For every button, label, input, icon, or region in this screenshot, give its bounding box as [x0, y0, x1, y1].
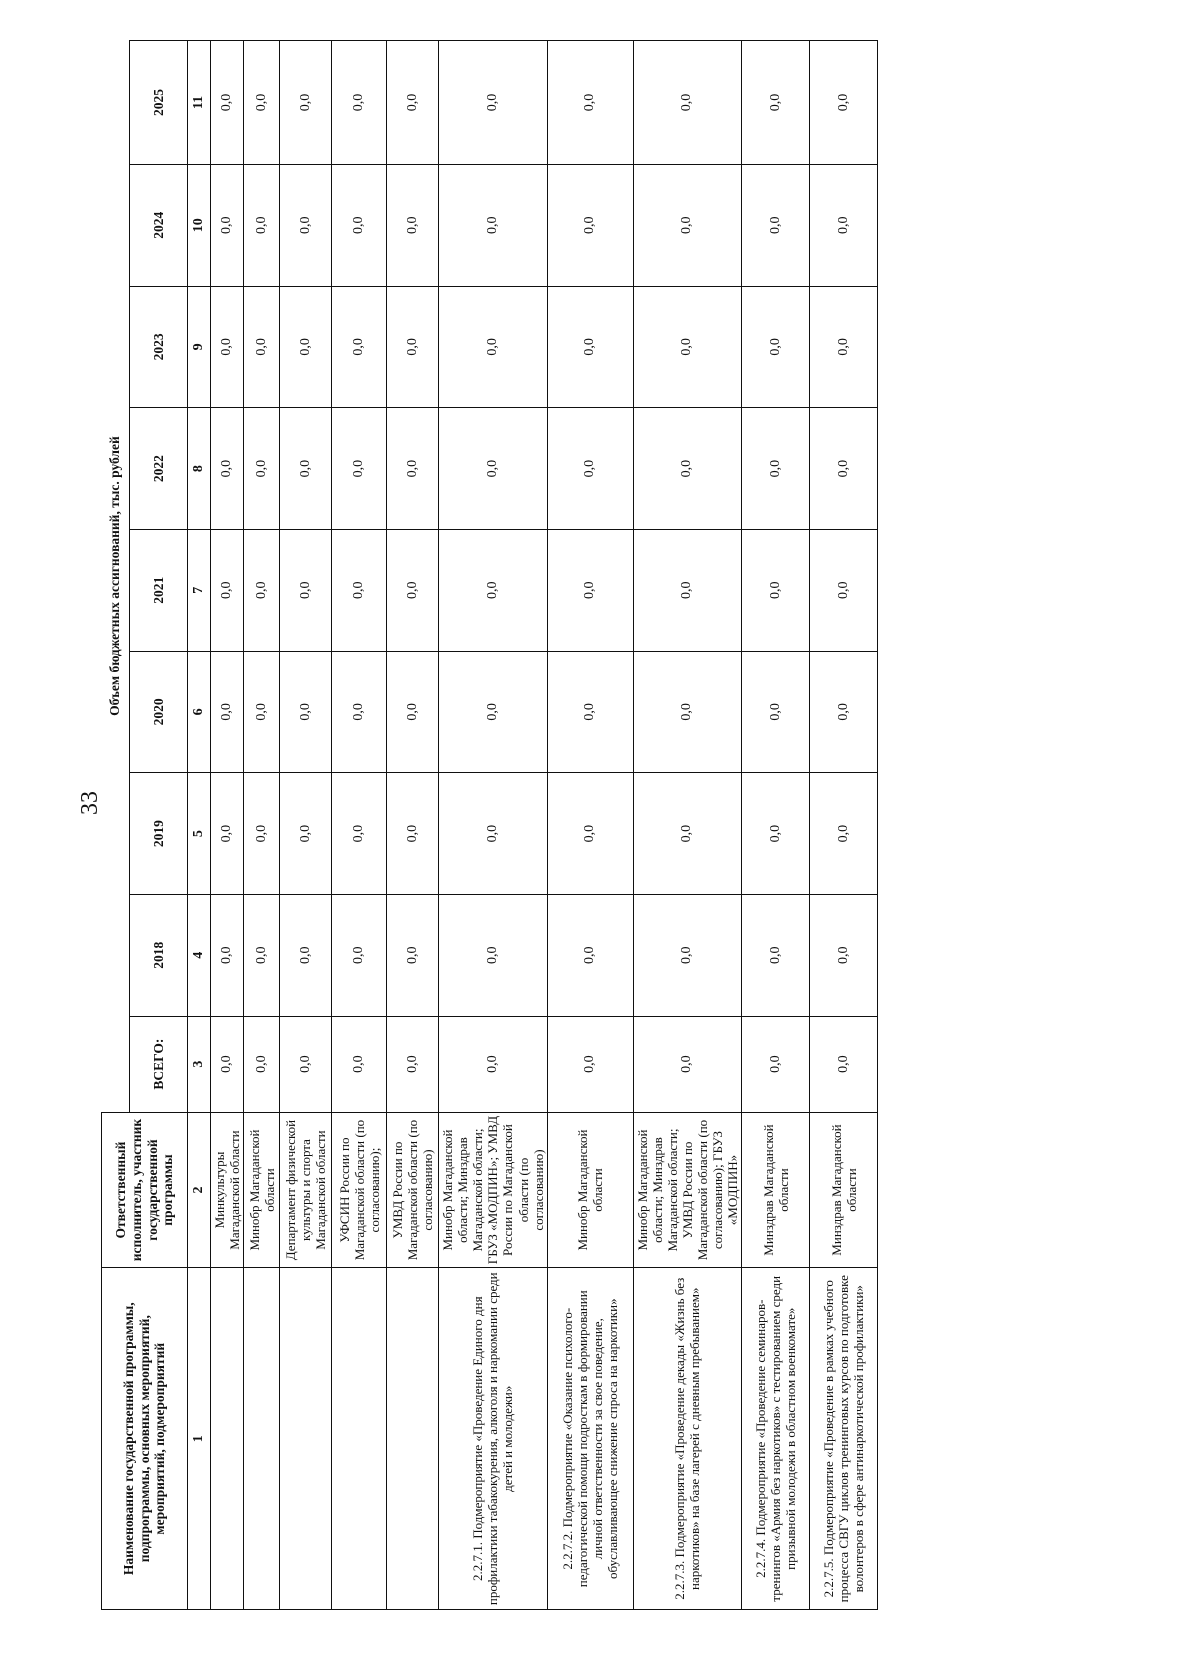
row-year-value-cell: 0,0 — [244, 894, 280, 1016]
row-name-cell: 2.2.7.3. Подмероприятие «Проведение декады «Жизнь без наркотиков» на базе лагерей с дневным пребыванием» — [633, 1268, 742, 1610]
row-year-value-cell: 0,0 — [547, 408, 633, 530]
table-row — [742, 41, 810, 1610]
row-year-value-cell: 0,0 — [332, 651, 387, 773]
table-row — [547, 41, 633, 1610]
column-number-row — [188, 41, 211, 1610]
row-year-value-cell: 0,0 — [332, 773, 387, 895]
row-name-cell — [387, 1268, 439, 1610]
row-executor-cell: Минкультуры Магаданской области — [211, 1112, 244, 1268]
row-year-value-cell: 0,0 — [439, 164, 548, 286]
row-executor-cell: Минздрав Магаданской области — [742, 1112, 810, 1268]
row-total-cell: 0,0 — [742, 1016, 810, 1112]
row-name-cell — [280, 1268, 332, 1610]
row-year-value-cell: 0,0 — [439, 529, 548, 651]
row-year-value-cell: 0,0 — [332, 41, 387, 165]
row-executor-cell: УМВД России по Магаданской области (по согласованию) — [387, 1112, 439, 1268]
row-year-value-cell: 0,0 — [387, 651, 439, 773]
row-executor-cell: Минздрав Магаданской области — [810, 1112, 878, 1268]
row-name-cell — [211, 1268, 244, 1610]
row-year-value-cell: 0,0 — [244, 164, 280, 286]
row-year-value-cell: 0,0 — [244, 408, 280, 530]
column-number: 9 — [188, 286, 211, 408]
column-number: 11 — [188, 41, 211, 165]
row-year-value-cell: 0,0 — [211, 894, 244, 1016]
row-total-cell: 0,0 — [387, 1016, 439, 1112]
header-year-2023: 2023 — [130, 286, 188, 408]
row-year-value-cell: 0,0 — [387, 41, 439, 165]
page-number: 33 — [77, 791, 103, 815]
row-year-value-cell: 0,0 — [439, 286, 548, 408]
row-year-value-cell: 0,0 — [742, 651, 810, 773]
row-year-value-cell: 0,0 — [439, 894, 548, 1016]
row-year-value-cell: 0,0 — [211, 773, 244, 895]
row-year-value-cell: 0,0 — [332, 529, 387, 651]
row-year-value-cell: 0,0 — [387, 894, 439, 1016]
table-row — [439, 41, 548, 1610]
row-year-value-cell: 0,0 — [547, 529, 633, 651]
table-row — [244, 41, 280, 1610]
column-number: 10 — [188, 164, 211, 286]
row-total-cell: 0,0 — [810, 1016, 878, 1112]
row-year-value-cell: 0,0 — [244, 773, 280, 895]
row-year-value-cell: 0,0 — [810, 164, 878, 286]
header-year-2018: 2018 — [130, 894, 188, 1016]
row-executor-cell: Департамент физической культуры и спорта Магаданской области — [280, 1112, 332, 1268]
row-year-value-cell: 0,0 — [280, 41, 332, 165]
row-total-cell: 0,0 — [244, 1016, 280, 1112]
row-year-value-cell: 0,0 — [387, 408, 439, 530]
row-year-value-cell: 0,0 — [810, 894, 878, 1016]
column-number: 6 — [188, 651, 211, 773]
row-year-value-cell: 0,0 — [633, 529, 742, 651]
table-row — [387, 41, 439, 1610]
row-name-cell: 2.2.7.2. Подмероприятие «Оказание психолого-педагогической помощи подросткам в формировании личной ответственности за свое поведение, обуславливающее снижение спроса на наркотики» — [547, 1268, 633, 1610]
column-number: 2 — [188, 1112, 211, 1268]
row-year-value-cell: 0,0 — [742, 529, 810, 651]
row-total-cell: 0,0 — [439, 1016, 548, 1112]
row-year-value-cell: 0,0 — [633, 651, 742, 773]
header-name-column: Наименование государственной программы, подпрограммы, основных мероприятий, мероприятий, подмероприятий — [102, 1268, 188, 1610]
row-year-value-cell: 0,0 — [810, 408, 878, 530]
row-year-value-cell: 0,0 — [280, 286, 332, 408]
row-year-value-cell: 0,0 — [742, 408, 810, 530]
row-year-value-cell: 0,0 — [211, 41, 244, 165]
row-total-cell: 0,0 — [633, 1016, 742, 1112]
row-name-cell: 2.2.7.5. Подмероприятие «Проведение в рамках учебного процесса СВГУ циклов тренинговых курсов по подготовке волонтеров в сфере антинаркотической профилактики» — [810, 1268, 878, 1610]
row-year-value-cell: 0,0 — [244, 529, 280, 651]
row-year-value-cell: 0,0 — [280, 651, 332, 773]
budget-table — [101, 40, 878, 1610]
header-total: ВСЕГО: — [130, 1016, 188, 1112]
row-year-value-cell: 0,0 — [332, 164, 387, 286]
row-year-value-cell: 0,0 — [439, 773, 548, 895]
row-year-value-cell: 0,0 — [810, 773, 878, 895]
row-executor-cell: Минобр Магаданской области; Минздрав Магаданской области; ГБУЗ «МОДПИН»; УМВД России по Магаданской области (по согласованию) — [439, 1112, 548, 1268]
table-row — [211, 41, 244, 1610]
row-year-value-cell: 0,0 — [810, 651, 878, 773]
row-executor-cell: Минобр Магаданской области — [547, 1112, 633, 1268]
row-year-value-cell: 0,0 — [547, 651, 633, 773]
row-year-value-cell: 0,0 — [633, 773, 742, 895]
row-year-value-cell: 0,0 — [633, 164, 742, 286]
row-year-value-cell: 0,0 — [742, 773, 810, 895]
row-year-value-cell: 0,0 — [742, 164, 810, 286]
row-total-cell: 0,0 — [280, 1016, 332, 1112]
column-number: 8 — [188, 408, 211, 530]
row-year-value-cell: 0,0 — [280, 773, 332, 895]
row-year-value-cell: 0,0 — [387, 773, 439, 895]
row-year-value-cell: 0,0 — [742, 286, 810, 408]
row-year-value-cell: 0,0 — [387, 529, 439, 651]
header-year-2025: 2025 — [130, 41, 188, 165]
row-year-value-cell: 0,0 — [633, 286, 742, 408]
row-year-value-cell: 0,0 — [810, 529, 878, 651]
row-year-value-cell: 0,0 — [244, 651, 280, 773]
row-year-value-cell: 0,0 — [633, 408, 742, 530]
row-executor-cell: Минобр Магаданской области — [244, 1112, 280, 1268]
row-name-cell: 2.2.7.4. Подмероприятие «Проведение семинаров-тренингов «Армия без наркотиков» с тестированием среди призывной молодежи в областном военкомате» — [742, 1268, 810, 1610]
column-number: 4 — [188, 894, 211, 1016]
table-row — [810, 41, 878, 1610]
row-name-cell — [244, 1268, 280, 1610]
row-year-value-cell: 0,0 — [547, 286, 633, 408]
row-name-cell: 2.2.7.1. Подмероприятие «Проведение Единого дня профилактики табакокурения, алкоголя и наркомании среди детей и молодежи» — [439, 1268, 548, 1610]
header-executor-column: Ответственный исполнитель, участник государственной программы — [102, 1112, 188, 1268]
table-row — [280, 41, 332, 1610]
row-year-value-cell: 0,0 — [332, 286, 387, 408]
row-year-value-cell: 0,0 — [211, 529, 244, 651]
row-year-value-cell: 0,0 — [810, 286, 878, 408]
header-year-2019: 2019 — [130, 773, 188, 895]
row-year-value-cell: 0,0 — [211, 408, 244, 530]
row-year-value-cell: 0,0 — [439, 408, 548, 530]
row-year-value-cell: 0,0 — [244, 286, 280, 408]
row-year-value-cell: 0,0 — [742, 894, 810, 1016]
header-year-2022: 2022 — [130, 408, 188, 530]
row-year-value-cell: 0,0 — [547, 164, 633, 286]
row-year-value-cell: 0,0 — [439, 651, 548, 773]
column-number: 3 — [188, 1016, 211, 1112]
row-year-value-cell: 0,0 — [387, 286, 439, 408]
row-total-cell: 0,0 — [211, 1016, 244, 1112]
row-year-value-cell: 0,0 — [280, 529, 332, 651]
table-row — [332, 41, 387, 1610]
row-year-value-cell: 0,0 — [439, 41, 548, 165]
row-year-value-cell: 0,0 — [280, 408, 332, 530]
table-row — [633, 41, 742, 1610]
header-budget-title: Объем бюджетных ассигнований, тыс. рублей — [102, 41, 130, 1113]
header-year-2024: 2024 — [130, 164, 188, 286]
column-number: 7 — [188, 529, 211, 651]
column-number: 5 — [188, 773, 211, 895]
row-executor-cell: УФСИН России по Магаданской области (по согласованию); — [332, 1112, 387, 1268]
row-year-value-cell: 0,0 — [810, 41, 878, 165]
row-year-value-cell: 0,0 — [547, 773, 633, 895]
row-year-value-cell: 0,0 — [742, 41, 810, 165]
row-year-value-cell: 0,0 — [547, 41, 633, 165]
row-year-value-cell: 0,0 — [387, 164, 439, 286]
row-year-value-cell: 0,0 — [211, 286, 244, 408]
row-year-value-cell: 0,0 — [280, 894, 332, 1016]
row-year-value-cell: 0,0 — [280, 164, 332, 286]
row-executor-cell: Минобр Магаданской области; Минздрав Магаданской области; УМВД России по Магаданской области (по согласованию); ГБУЗ «МОДПИН» — [633, 1112, 742, 1268]
row-year-value-cell: 0,0 — [633, 894, 742, 1016]
row-year-value-cell: 0,0 — [211, 164, 244, 286]
row-year-value-cell: 0,0 — [332, 408, 387, 530]
budget-table-sheet — [101, 40, 1001, 1610]
row-year-value-cell: 0,0 — [211, 651, 244, 773]
header-year-2021: 2021 — [130, 529, 188, 651]
row-year-value-cell: 0,0 — [244, 41, 280, 165]
row-year-value-cell: 0,0 — [633, 41, 742, 165]
row-total-cell: 0,0 — [332, 1016, 387, 1112]
row-year-value-cell: 0,0 — [547, 894, 633, 1016]
row-name-cell — [332, 1268, 387, 1610]
column-number: 1 — [188, 1268, 211, 1610]
row-year-value-cell: 0,0 — [332, 894, 387, 1016]
row-total-cell: 0,0 — [547, 1016, 633, 1112]
header-year-2020: 2020 — [130, 651, 188, 773]
